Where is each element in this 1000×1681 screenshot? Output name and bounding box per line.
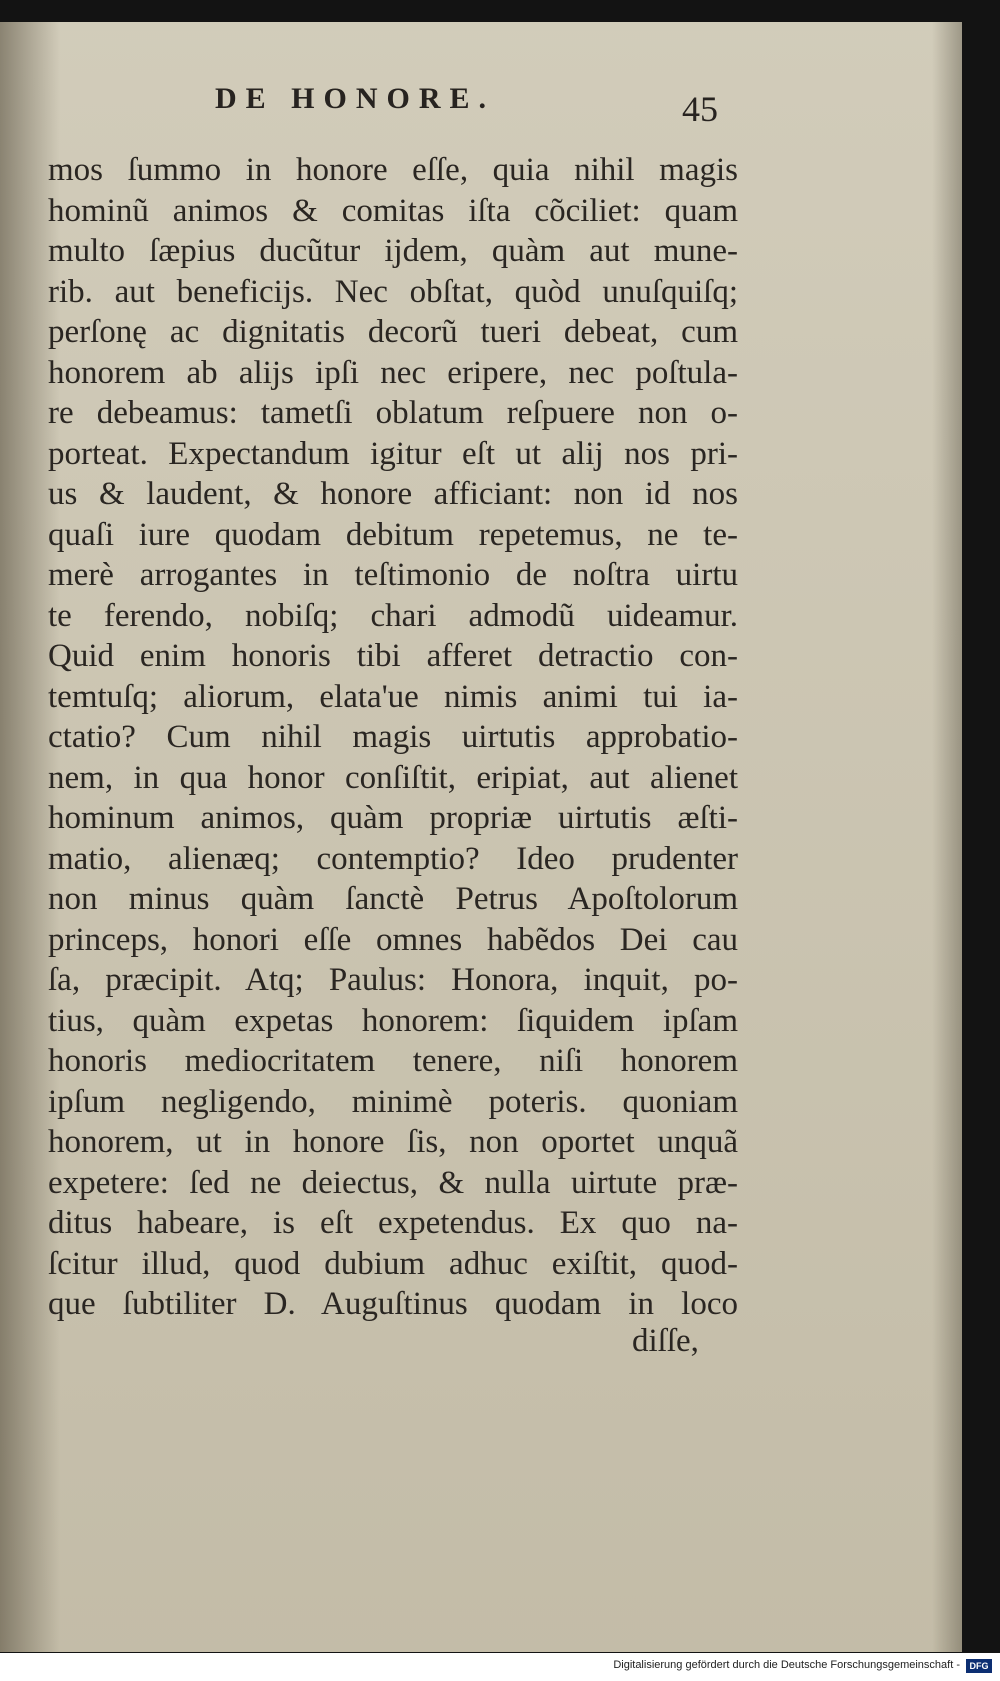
footer-bar bbox=[0, 1653, 1000, 1681]
text-line: princeps, honori eſſe omnes habẽdos Dei cau bbox=[48, 921, 738, 958]
page-edge-shadow bbox=[932, 22, 962, 1652]
text-line: ditus habeare, is eſt expetendus. Ex quo na- bbox=[48, 1205, 738, 1241]
text-line: expetere: ſed ne deiectus, & nulla uirtute præ- bbox=[48, 1164, 738, 1201]
text-line: non minus quàm ſanctè Petrus Apoſtolorum bbox=[48, 881, 738, 917]
text-line: multo ſæpius ducũtur ijdem, quàm aut mune- bbox=[48, 233, 738, 269]
text-line: ſcitur illud, quod dubium adhuc exiſtit, quod- bbox=[48, 1245, 738, 1282]
text-line: ctatio? Cum nihil magis uirtutis approbatio- bbox=[48, 719, 738, 755]
text-line: rib. aut beneficijs. Nec obſtat, quòd unuſquiſq; bbox=[48, 273, 738, 310]
text-line: nem, in qua honor conſiſtit, eripiat, aut alienet bbox=[48, 759, 738, 796]
catchword: diſſe, bbox=[632, 1323, 699, 1359]
body-text bbox=[48, 150, 738, 1325]
text-line: re debeamus: tametſi oblatum reſpuere non o- bbox=[48, 395, 738, 431]
text-line: honorem ab alijs ipſi nec eripere, nec poſtula- bbox=[48, 354, 738, 391]
text-line: te ferendo, nobiſq; chari admodũ uideamur. bbox=[48, 597, 738, 634]
page-number: 45 bbox=[682, 89, 718, 129]
dfg-logo-icon: DFG bbox=[966, 1659, 992, 1673]
text-line: que ſubtiliter D. Auguſtinus quodam in loco bbox=[48, 1286, 738, 1322]
text-line: ipſum negligendo, minimè poteris. quoniam bbox=[48, 1083, 738, 1120]
text-line: ſa, præcipit. Atq; Paulus: Honora, inquit, po- bbox=[48, 962, 738, 998]
text-line: hominum animos, quàm propriæ uirtutis æſti- bbox=[48, 800, 738, 836]
text-line: matio, alienæq; contemptio? Ideo prudenter bbox=[48, 840, 738, 877]
text-line: porteat. Expectandum igitur eſt ut alij nos pri- bbox=[48, 435, 738, 472]
text-line: honorem, ut in honore ſis, non oportet unquã bbox=[48, 1124, 738, 1160]
text-line: tius, quàm expetas honorem: ſiquidem ipſam bbox=[48, 1002, 738, 1039]
text-line: us & laudent, & honore afficiant: non id nos bbox=[48, 476, 738, 512]
text-line: temtuſq; aliorum, elata'ue nimis animi tui ia- bbox=[48, 678, 738, 715]
text-line: merè arrogantes in teſtimonio de noſtra uirtu bbox=[48, 557, 738, 593]
text-line: quaſi iure quodam debitum repetemus, ne te- bbox=[48, 516, 738, 553]
text-line: Quid enim honoris tibi afferet detractio con- bbox=[48, 638, 738, 674]
running-head: DE HONORE. bbox=[215, 82, 496, 115]
text-line: honoris mediocritatem tenere, niſi honorem bbox=[48, 1043, 738, 1079]
text-line: hominũ animos & comitas iſta cõciliet: quam bbox=[48, 192, 738, 229]
digitization-credit: Digitalisierung gefördert durch die Deutsche Forschungsgemeinschaft - bbox=[613, 1659, 960, 1671]
text-line: mos ſummo in honore eſſe, quia nihil magis bbox=[48, 152, 738, 188]
text-line: perſonę ac dignitatis decorũ tueri debeat, cum bbox=[48, 314, 738, 350]
